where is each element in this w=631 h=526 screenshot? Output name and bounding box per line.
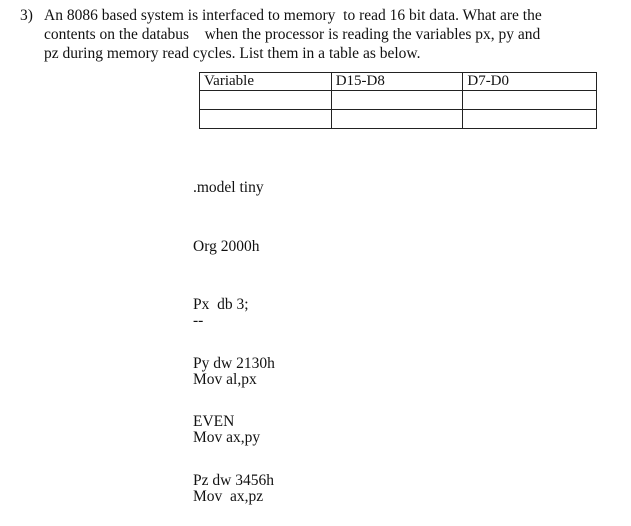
table-cell (463, 110, 597, 129)
code-line: .model tiny (193, 179, 264, 196)
table-cell (331, 91, 463, 110)
table-cell (331, 110, 463, 129)
header-d7-d0: D7-D0 (463, 73, 597, 91)
header-variable: Variable (200, 73, 332, 91)
table-row (200, 91, 597, 110)
table-cell (200, 91, 332, 110)
table-row (200, 110, 597, 129)
code-line: Pz dw 3456h (193, 471, 274, 489)
code-line: Py dw 2130h (193, 354, 275, 372)
assembly-instructions (193, 272, 263, 526)
table-cell (200, 110, 332, 129)
code-line: Px db 3; (193, 296, 249, 313)
question-line-2: contents on the databus when the processor is reading the variables px, py and (44, 26, 541, 43)
code-line: Mov al,px (193, 370, 257, 388)
table-cell (463, 91, 597, 110)
question-number: 3) (20, 7, 33, 24)
table-header-row (200, 73, 597, 91)
answer-table (199, 72, 597, 129)
code-line: EVEN (193, 413, 235, 430)
header-d15-d8: D15-D8 (331, 73, 463, 91)
code-line: Org 2000h (193, 237, 260, 255)
question-line-3: pz during memory read cycles. List them in a table as below. (44, 45, 421, 62)
question-line-1: An 8086 based system is interfaced to memory to read 16 bit data. What are the (44, 7, 542, 24)
code-line: Mov ax,pz (193, 487, 264, 505)
code-line: Mov ax,py (193, 429, 261, 446)
code-line: -- (193, 312, 204, 329)
